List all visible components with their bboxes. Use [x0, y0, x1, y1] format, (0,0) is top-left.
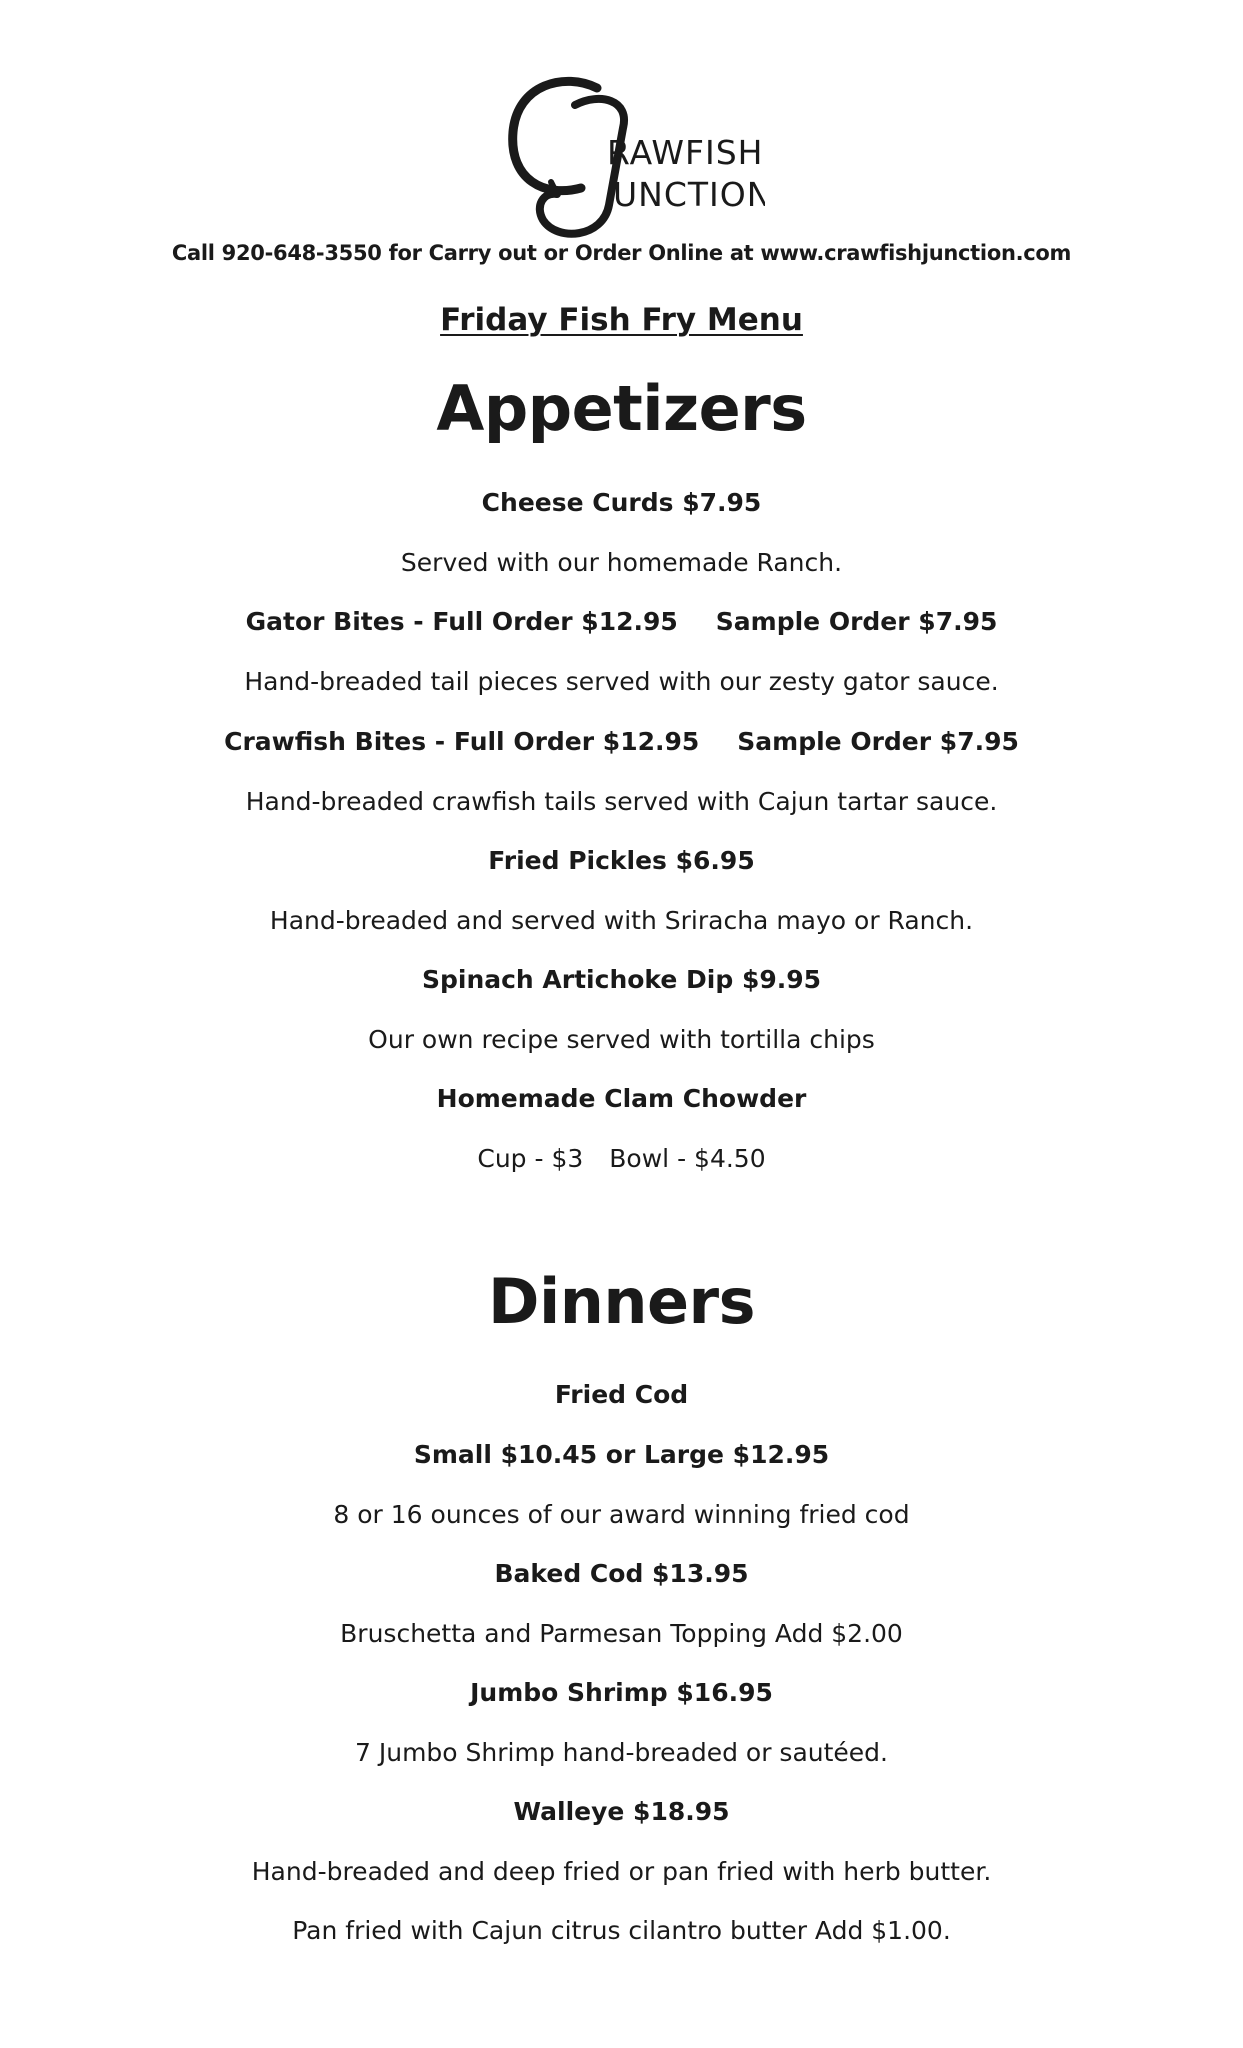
crawfish-junction-logo — [505, 70, 765, 245]
clam-chowder-bowl: Bowl - $4.50 — [609, 1144, 766, 1173]
jumbo-shrimp-item: Jumbo Shrimp $16.95 — [470, 1678, 773, 1707]
svg-text:UNCTION: UNCTION — [613, 175, 765, 214]
cheese-curds-desc: Served with our homemade Ranch. — [400, 548, 843, 577]
crawfish-bites-full: Crawfish Bites - Full Order $12.95 — [224, 727, 700, 756]
jumbo-shrimp-desc: 7 Jumbo Shrimp hand-breaded or sautéed. — [355, 1738, 888, 1767]
spinach-dip-desc: Our own recipe served with tortilla chips — [368, 1025, 875, 1054]
fried-pickles-desc: Hand-breaded and served with Sriracha mayo or Ranch. — [269, 906, 974, 935]
crawfish-bites-desc: Hand-breaded crawfish tails served with Cajun tartar sauce. — [245, 787, 998, 816]
fried-cod-price: Small $10.45 or Large $12.95 — [413, 1440, 830, 1469]
walleye-desc-cajun: Pan fried with Cajun citrus cilantro butter Add $1.00. — [292, 1916, 951, 1945]
gator-bites-full: Gator Bites - Full Order $12.95 — [245, 607, 678, 636]
clam-chowder-prices — [0, 1142, 1243, 1176]
clam-chowder-cup: Cup - $3 — [477, 1144, 584, 1173]
walleye-item: Walleye $18.95 — [513, 1797, 730, 1826]
crawfish-bites-sample: Sample Order $7.95 — [737, 727, 1019, 756]
baked-cod-item: Baked Cod $13.95 — [494, 1559, 749, 1588]
fried-cod-desc: 8 or 16 ounces of our award winning fried cod — [333, 1500, 910, 1529]
gator-bites-sample: Sample Order $7.95 — [715, 607, 998, 636]
contact-line: Call 920-648-3550 for Carry out or Order Online at www.crawfishjunction.com — [171, 241, 1072, 265]
clam-chowder-item: Homemade Clam Chowder — [436, 1084, 807, 1113]
gator-bites-desc: Hand-breaded tail pieces served with our zesty gator sauce. — [244, 667, 999, 696]
gator-bites-item — [0, 605, 1243, 639]
spinach-dip-item: Spinach Artichoke Dip $9.95 — [421, 965, 822, 994]
menu-title: Friday Fish Fry Menu — [440, 302, 803, 338]
baked-cod-desc: Bruschetta and Parmesan Topping Add $2.00 — [340, 1619, 903, 1648]
crawfish-bites-item — [0, 725, 1243, 759]
dinners-heading: Dinners — [487, 1265, 756, 1338]
cheese-curds-item: Cheese Curds $7.95 — [481, 488, 762, 517]
fried-pickles-item: Fried Pickles $6.95 — [488, 846, 755, 875]
fishhook-logo-icon — [505, 70, 765, 245]
fried-cod-item: Fried Cod — [554, 1380, 689, 1409]
walleye-desc: Hand-breaded and deep fried or pan fried with herb butter. — [251, 1857, 992, 1886]
svg-text:RAWFISH: RAWFISH — [607, 133, 764, 172]
appetizers-heading: Appetizers — [436, 372, 807, 445]
